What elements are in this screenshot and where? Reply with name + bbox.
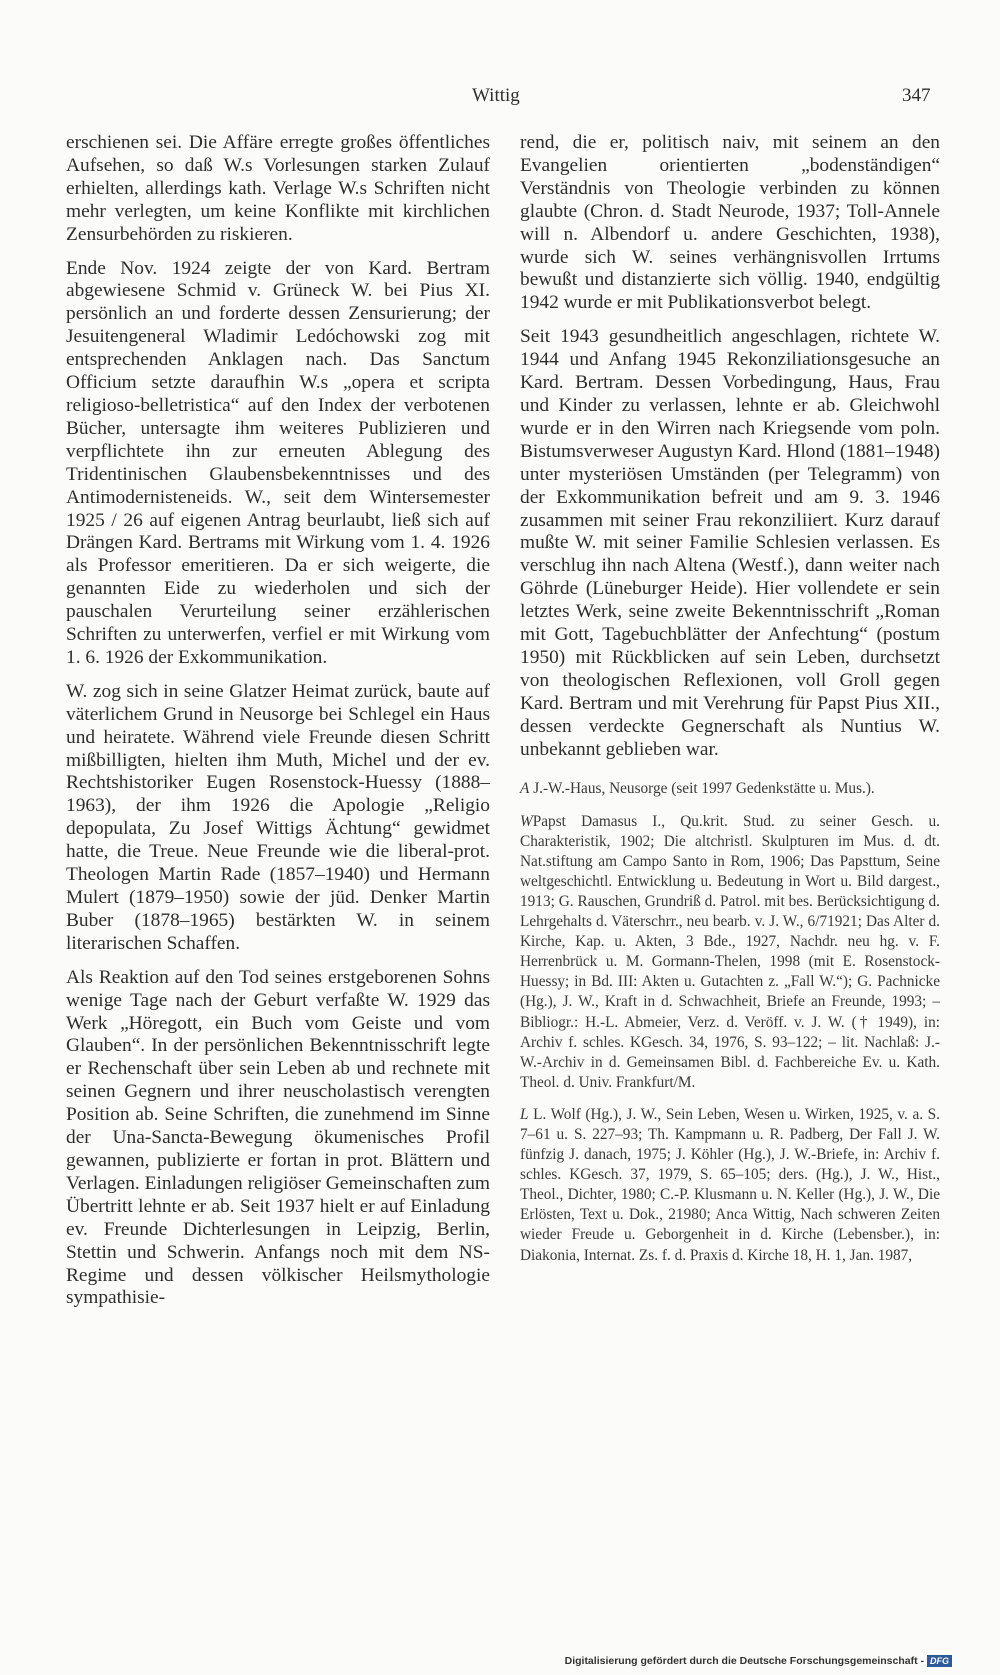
note-label: L — [520, 1105, 529, 1123]
note-archive — [520, 779, 940, 799]
paragraph: Seit 1943 gesundheitlich angeschlagen, richtete W. 1944 und Anfang 1945 Rekonziliationsgesuche an Kard. Bertram. Dessen Vorbedingung, Haus, Frau und Kinder zu verlassen, lehnte er ab. Gleichwohl wurde er in den Wirren nach Kriegsende vom poln. Bistumsverweser Augustyn Kard. Hlond (1881–1948) unter mysteriösen Umständen (per Telegramm) von der Exkommunikation befreit und am 9. 3. 1946 zusammen mit seiner Frau rekonziliiert. Kurz darauf mußte W. mit seiner Familie Schlesien verlassen. Es verschlug ihn nach Altena (Westf.), dann weiter nach Göhrde (Lüneburger Heide). Hier vollendete er sein letztes Werk, seine zweite Bekenntnisschrift „Roman mit Gott, Tagebuchblätter der Anfechtung“ (postum 1950) mit Rückblicken auf sein Leben, durchsetzt von theologischen Reflexionen, voll Groll gegen Kard. Bertram und mit Verehrung für Papst Pius XII., dessen verdeckte Gegnerschaft als Nuntius W. unbekannt geblieben war. — [520, 326, 940, 760]
note-label: W — [520, 812, 533, 830]
note-text: J.-W.-Haus, Neusorge (seit 1997 Gedenkstätte u. Mus.). — [533, 780, 875, 798]
paragraph: erschienen sei. Die Affäre erregte großes öffentliches Aufsehen, so daß W.s Vorlesungen starken Zulauf erhielten, allerdings kath. Verlage W.s Schriften nicht mehr verlegten, um keine Konflikte mit kirchlichen Zensurbehörden zu riskieren. — [66, 132, 490, 245]
note-label: A — [520, 780, 530, 798]
right-column — [520, 132, 940, 1278]
note-text: L. Wolf (Hg.), J. W., Sein Leben, Wesen u. Wirken, 1925, v. a. S. 7–61 u. S. 227–93; Th. Kampmann u. R. Padberg, Der Fall J. W. fünfzig J. danach, 1975; J. Köhler (Hg.), J. W.-Briefe, in: Archiv f. schles. KGesch. 37, 1979, S. 65–105; ders. (Hg.), J. W., Hist., Theol., Dichter, 1980; C.-P. Klusmann u. N. Keller (Hg.), J. W., Die Erlösten, Text u. Dok., 21980; Anca Wittig, Nach schweren Zeiten wieder Freude u. Geborgenheit in d. Kirche (Lebensber.), in: Diakonia, Internat. Zs. f. d. Praxis d. Kirche 18, H. 1, Jan. 1987, — [520, 1105, 940, 1264]
left-column — [66, 132, 490, 1321]
paragraph: rend, die er, politisch naiv, mit seinem an den Evangelien orientierten „bodenständigen“ Verständnis von Theologie verbinden zu können glaubte (Chron. d. Stadt Neurode, 1937; Toll-Annele will n. Albendorf u. andere Geschichten, 1938), wurde sich W. seines verhängnisvollen Irrtums bewußt und distanzierte sich völlig. 1940, endgültig 1942 wurde er mit Publikationsverbot belegt. — [520, 132, 940, 314]
paragraph: Ende Nov. 1924 zeigte der von Kard. Bertram abgewiesene Schmid v. Grüneck W. bei Pius XI. persönlich an und forderte dessen Zensurierung; der Jesuitengeneral Wladimir Ledóchowski zog mit entsprechenden Anklagen nach. Das Sanctum Officium setzte daraufhin W.s „opera et scripta religioso-belletristica“ auf den Index der verbotenen Bücher, untersagte ihm weiteres Publizieren und verpflichtete ihn zur erneuten Ablegung des Tridentinischen Glaubensbekenntnisses und des Antimodernisteneids. W., seit dem Wintersemester 1925 / 26 auf eigenen Antrag beurlaubt, ließ sich auf Drängen Kard. Bertrams mit Wirkung vom 1. 4. 1926 als Professor emeritieren. Da er sich weigerte, die genannten Eide zu wiederholen und sich der pauschalen Verurteilung seiner erzählerischen Schriften zu unterwerfen, verfiel er mit Wirkung vom 1. 6. 1926 der Exkommunikation. — [66, 257, 490, 668]
paragraph: W. zog sich in seine Glatzer Heimat zurück, baute auf väterlichem Grund in Neusorge bei Schlegel ein Haus und heiratete. Während viele Freunde diesen Schritt mißbilligten, hielten ihm Muth, Michel und der ev. Rechtshistoriker Eugen Rosenstock-Huessy (1888–1963), der ihm 1926 die Apologie „Religio depopulata, Zu Josef Wittigs Ächtung“ gewidmet hatte, die Treue. Neue Freunde wie die liberal-prot. Theologen Martin Rade (1857–1940) und Hermann Mulert (1879–1950) sowie der jüd. Denker Martin Buber (1878–1965) bestärkten W. in seinem literarischen Schaffen. — [66, 680, 490, 954]
note-text: Papst Damasus I., Qu.krit. Stud. zu seiner Gesch. u. Charakteristik, 1902; Die altchristl. Skulpturen im Mus. d. dt. Nat.stiftung am Campo Santo in Rom, 1906; Das Papsttum, Seine weltgeschichtl. Entwicklung u. Bedeutung in Wort u. Bild dargest., 1913; G. Rauschen, Grundriß d. Patrol. mit bes. Berücksichtigung d. Lehrgehalts d. Väterschrr., neu bearb. v. J. W., 6/71921; Das Alter d. Kirche, Kap. u. Akten, 3 Bde., 1927, Nachdr. neu hg. v. F. Herrenbrück u. M. Gormann-Thelen, 1998 (mit E. Rosenstock-Huessy; in Bd. III: Akten u. Gutachten z. „Fall W.“); G. Pachnicke (Hg.), J. W., Kraft in d. Schwachheit, Briefe an Freunde, 1993; – Bibliogr.: H.-L. Abmeier, Verz. d. Veröff. v. J. W. († 1949), in: Archiv f. schles. KGesch. 34, 1976, S. 93–122; – lit. Nachlaß: J.-W.-Archiv in d. Gemeinsamen Bibl. d. Fachbereiche Ev. u. Kath. Theol. d. Univ. Frankfurt/M. — [520, 812, 940, 1091]
paragraph: Als Reaktion auf den Tod seines erstgeborenen Sohns wenige Tage nach der Geburt verfaßte W. 1929 das Werk „Höregott, ein Buch vom Geiste und vom Glauben“. In der persönlichen Bekenntnisschrift legte er Rechenschaft über sein Leben ab und rechnete mit seinen Gegnern und ihrer neuscholastisch verengten Position ab. Seine Schriften, die zunehmend im Sinne der Una-Sancta-Bewegung ökumenisches Profil gewannen, publizierte er fortan in prot. Blättern und Verlagen. Einladungen religiöser Gemeinschaften zum Übertritt lehnte er ab. Seit 1937 hielt er auf Einladung ev. Freunde Dichterlesungen in Leipzig, Berlin, Stettin und Schwerin. Anfangs noch mit dem NS-Regime und dessen völkischer Heilsmythologie sympathisie- — [66, 966, 490, 1309]
note-works — [520, 812, 940, 1093]
dfg-logo: DFG — [927, 1655, 952, 1667]
note-literature — [520, 1105, 940, 1266]
digitization-footer — [565, 1655, 952, 1667]
running-head-title: Wittig — [472, 85, 520, 106]
page-number: 347 — [902, 85, 931, 106]
footer-text: Digitalisierung gefördert durch die Deutsche Forschungsgemeinschaft - — [564, 1655, 924, 1667]
